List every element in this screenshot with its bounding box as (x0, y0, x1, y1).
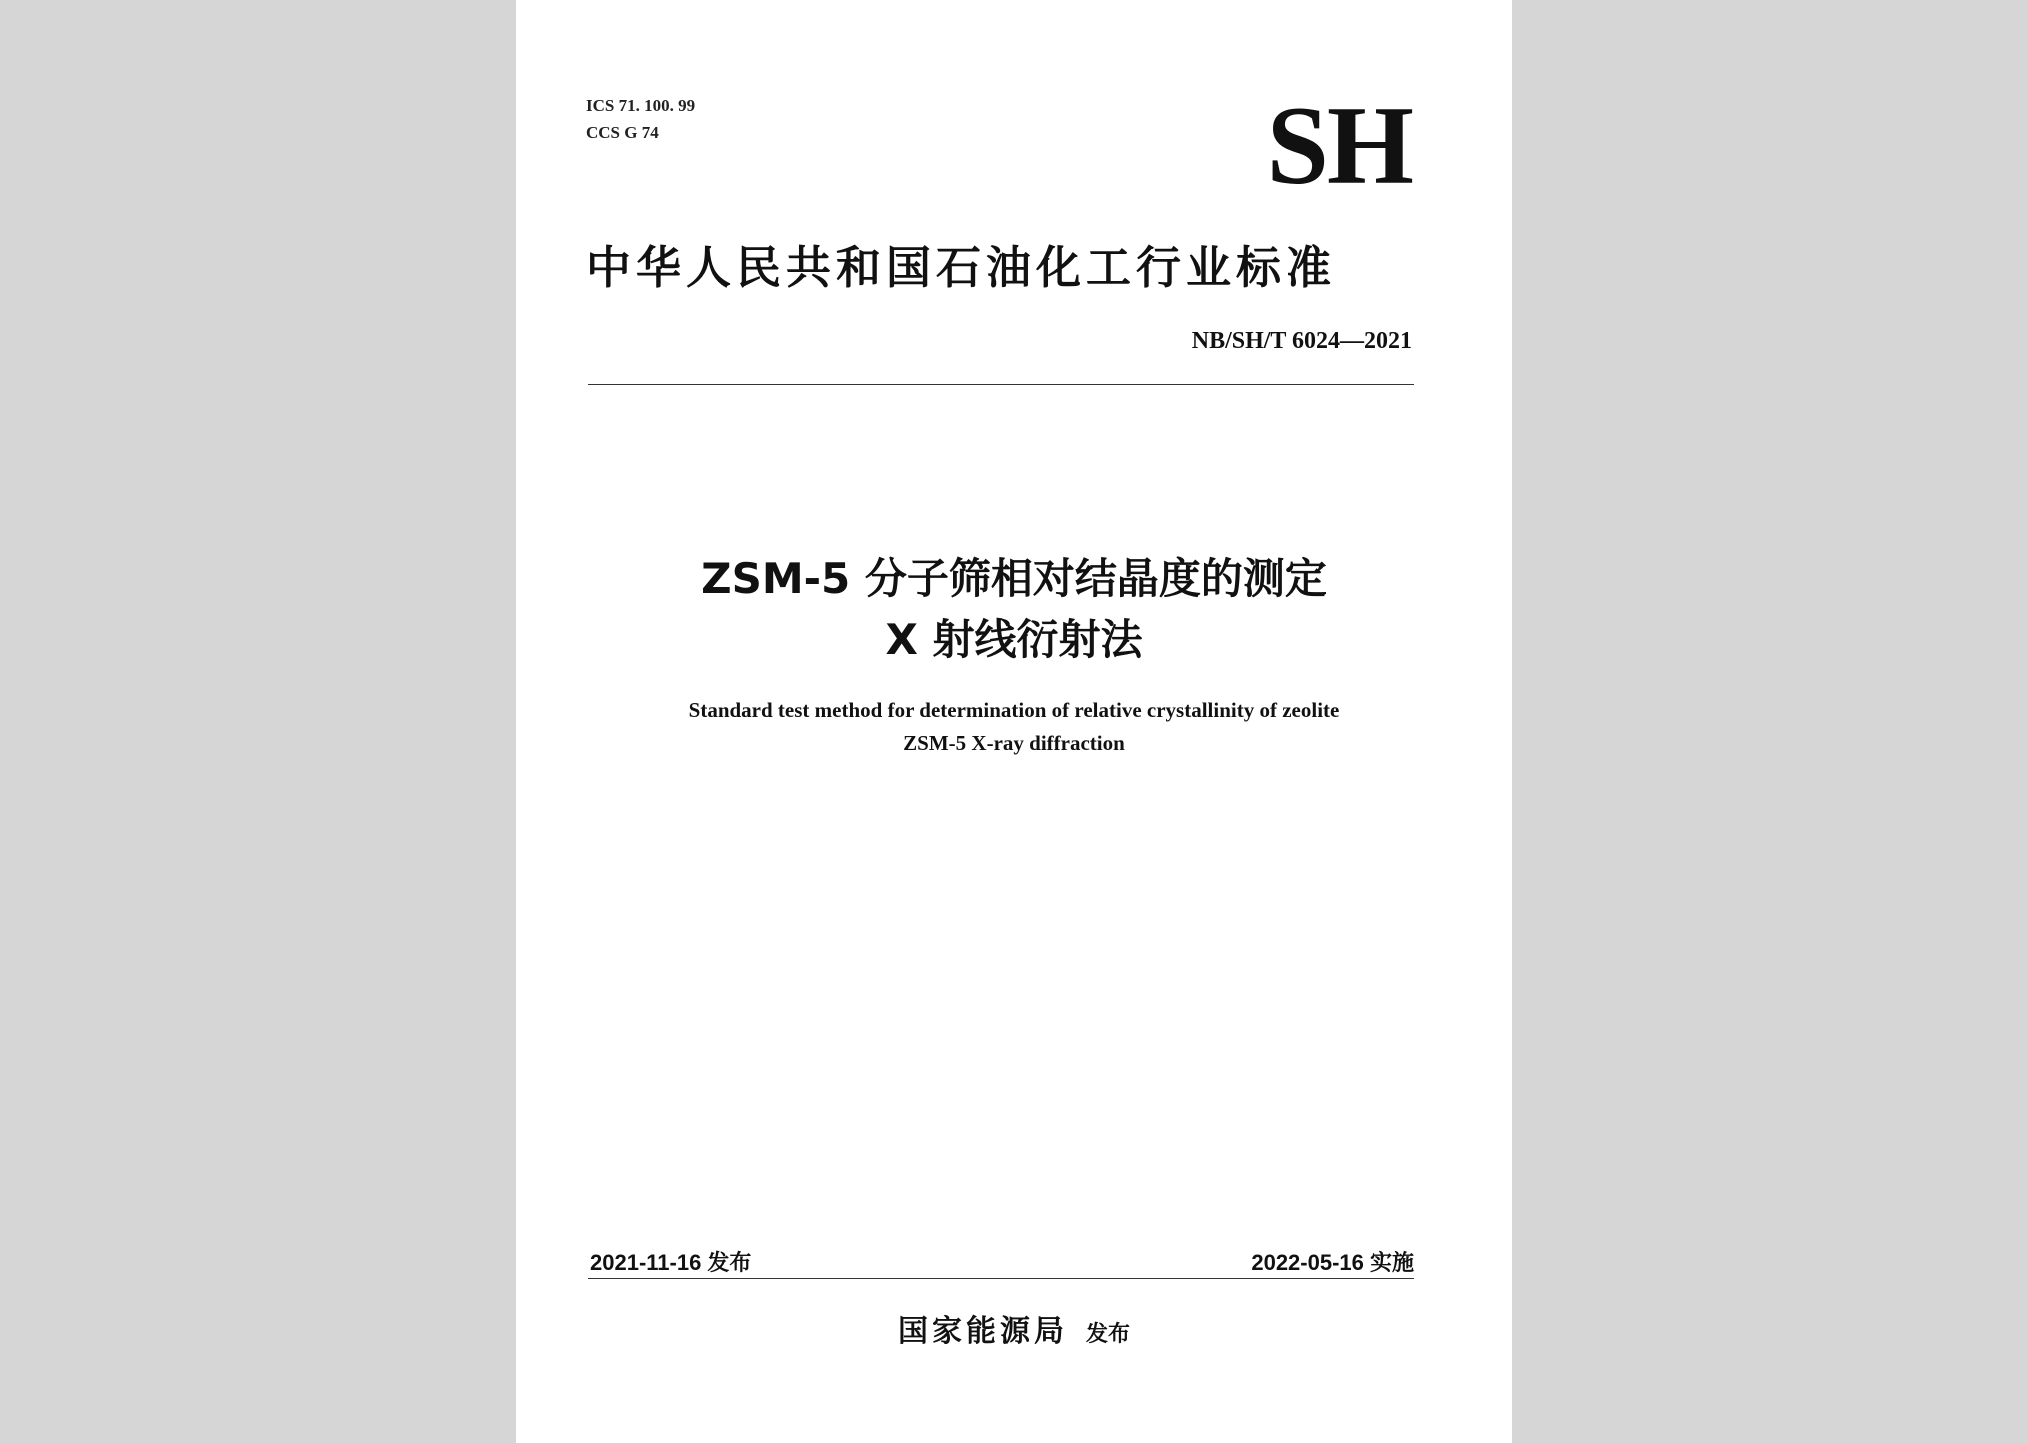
ics-code: ICS 71. 100. 99 (586, 96, 696, 115)
publisher-action: 发布 (1085, 1322, 1130, 1347)
document-title-en-line2: ZSM-5 X-ray diffraction (903, 731, 1125, 755)
document-title-en-line1: Standard test method for determination of relative crystallinity of zeolite (688, 698, 1340, 722)
issue-date: 2021-11-16 发布 (590, 1250, 752, 1275)
publisher (516, 1306, 1512, 1350)
sh-logo: SH (1266, 84, 1412, 208)
ccs-code: CCS G 74 (586, 123, 659, 142)
implementation-date: 2022-05-16 实施 (1251, 1250, 1414, 1275)
classification-codes (586, 92, 695, 146)
footer-divider (588, 1278, 1414, 1279)
standard-category-title: 中华人民共和国石油化工行业标准 (586, 241, 1337, 294)
document-title-cn-line2: X 射线衍射法 (885, 615, 1143, 664)
document-title-cn-line1: ZSM-5 分子筛相对结晶度的测定 (701, 554, 1327, 603)
document-page (516, 0, 1512, 1443)
header-divider (588, 384, 1414, 385)
standard-number: NB/SH/T 6024—2021 (1191, 328, 1412, 354)
publisher-name: 国家能源局 (897, 1314, 1068, 1349)
